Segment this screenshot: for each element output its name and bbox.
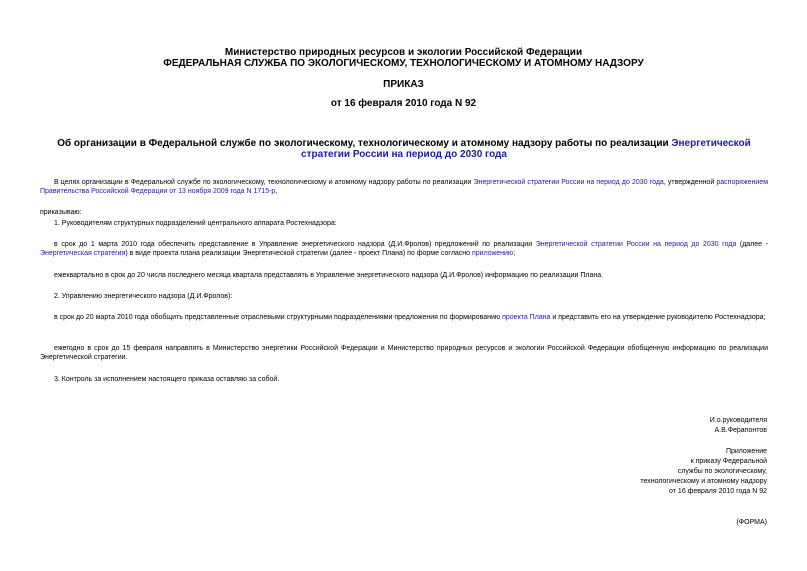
item-2b: ежегодно в срок до 15 февраля направлять в Министерство энергетики Российской Федерации и Министерство природных ресурсов и экологии Российской Федерации обобщенную информацию по реализации Энергетической стратегии. — [40, 345, 768, 361]
intro-text-c: , — [275, 188, 278, 195]
service-name: ФЕДЕРАЛЬНАЯ СЛУЖБА ПО ЭКОЛОГИЧЕСКОМУ, ТЕХНОЛОГИЧЕСКОМУ И АТОМНОМУ НАДЗОРУ — [163, 58, 644, 69]
appendix-line-1: Приложение — [725, 448, 767, 455]
item-1b: ежеквартально в срок до 20 числа последнего месяца квартала представлять в Управление энергетического надзора (Д.И.Фролов) информацию по реализации Плана. — [54, 272, 604, 279]
title-strategy-link[interactable]: Энергетической стратегии России на период до 2030 года — [301, 138, 751, 160]
appendix-line-4: технологическому и атомному надзору — [640, 478, 767, 485]
item-1: 1. Руководителям структурных подразделений центрального аппарата Ростехнадзора: — [54, 220, 337, 227]
signature-role: И.о.руководителя — [709, 417, 767, 424]
item-1a-text-c: ) в виде проекта плана реализации Энергетической стратегии (далее - проект Плана) по форме согласно — [125, 250, 472, 257]
appendix-line-2: к приказу Федеральной — [690, 458, 767, 465]
item-2a — [40, 313, 768, 322]
item-1a-strategy-link[interactable]: Энергетической стратегии России на период до 2030 года — [535, 241, 737, 248]
form-label: (ФОРМА) — [736, 519, 767, 526]
item-1a-text-b: (далее - — [736, 241, 769, 248]
item-1a-strategy-short-link[interactable]: Энергетическая стратегия — [40, 250, 126, 257]
appendix-link[interactable]: приложению — [472, 250, 514, 257]
item-2a-text-b: и представить его на утверждение руководителю Ростехнадзора; — [550, 314, 766, 321]
orders-label: приказываю: — [40, 209, 82, 216]
ministry-name: Министерство природных ресурсов и экологии Российской Федерации — [224, 47, 583, 58]
appendix-line-3: службы по экологическому, — [677, 468, 767, 475]
document-date: от 16 февраля 2010 года N 92 — [330, 98, 477, 109]
strategy-link[interactable]: Энергетической стратегии России на период до 2030 года — [473, 179, 664, 186]
title-text: Об организации в Федеральной службе по экологическому, технологическому и атомному надзору работы по реализации — [57, 138, 672, 149]
government-order-link[interactable]: распоряжением Правительства Российской Федерации от 13 ноября 2009 года N 1715-р — [40, 179, 769, 195]
item-3: 3. Контроль за исполнением настоящего приказа оставляю за собой. — [54, 376, 280, 383]
item-2a-text-a: в срок до 20 марта 2010 года обобщить представленные отраслевыми структурными подразделениями предложения по формированию — [54, 314, 503, 321]
paragraph-intro — [40, 178, 768, 196]
item-2: 2. Управлению энергетического надзора (Д.И.Фролов): — [54, 293, 233, 300]
plan-draft-link[interactable]: проекта Плана — [502, 314, 551, 321]
document-title — [40, 138, 768, 160]
item-1a-text-a: в срок до 1 марта 2010 года обеспечить представление в Управление энергетического надзора (Д.И.Фролов) предложений по реализации — [54, 241, 536, 248]
signature-name: А.В.Ферапонтов — [714, 427, 767, 434]
document-type: ПРИКАЗ — [383, 79, 424, 90]
item-1a-text-d: ; — [513, 250, 516, 257]
item-1a — [40, 240, 768, 258]
intro-text-b: , утвержденной — [663, 179, 717, 186]
appendix-line-5: от 16 февраля 2010 года N 92 — [669, 488, 767, 495]
intro-text-a: В целях организации в Федеральной службе по экологическому, технологическому и атомному надзору работы по реализации — [54, 179, 474, 186]
